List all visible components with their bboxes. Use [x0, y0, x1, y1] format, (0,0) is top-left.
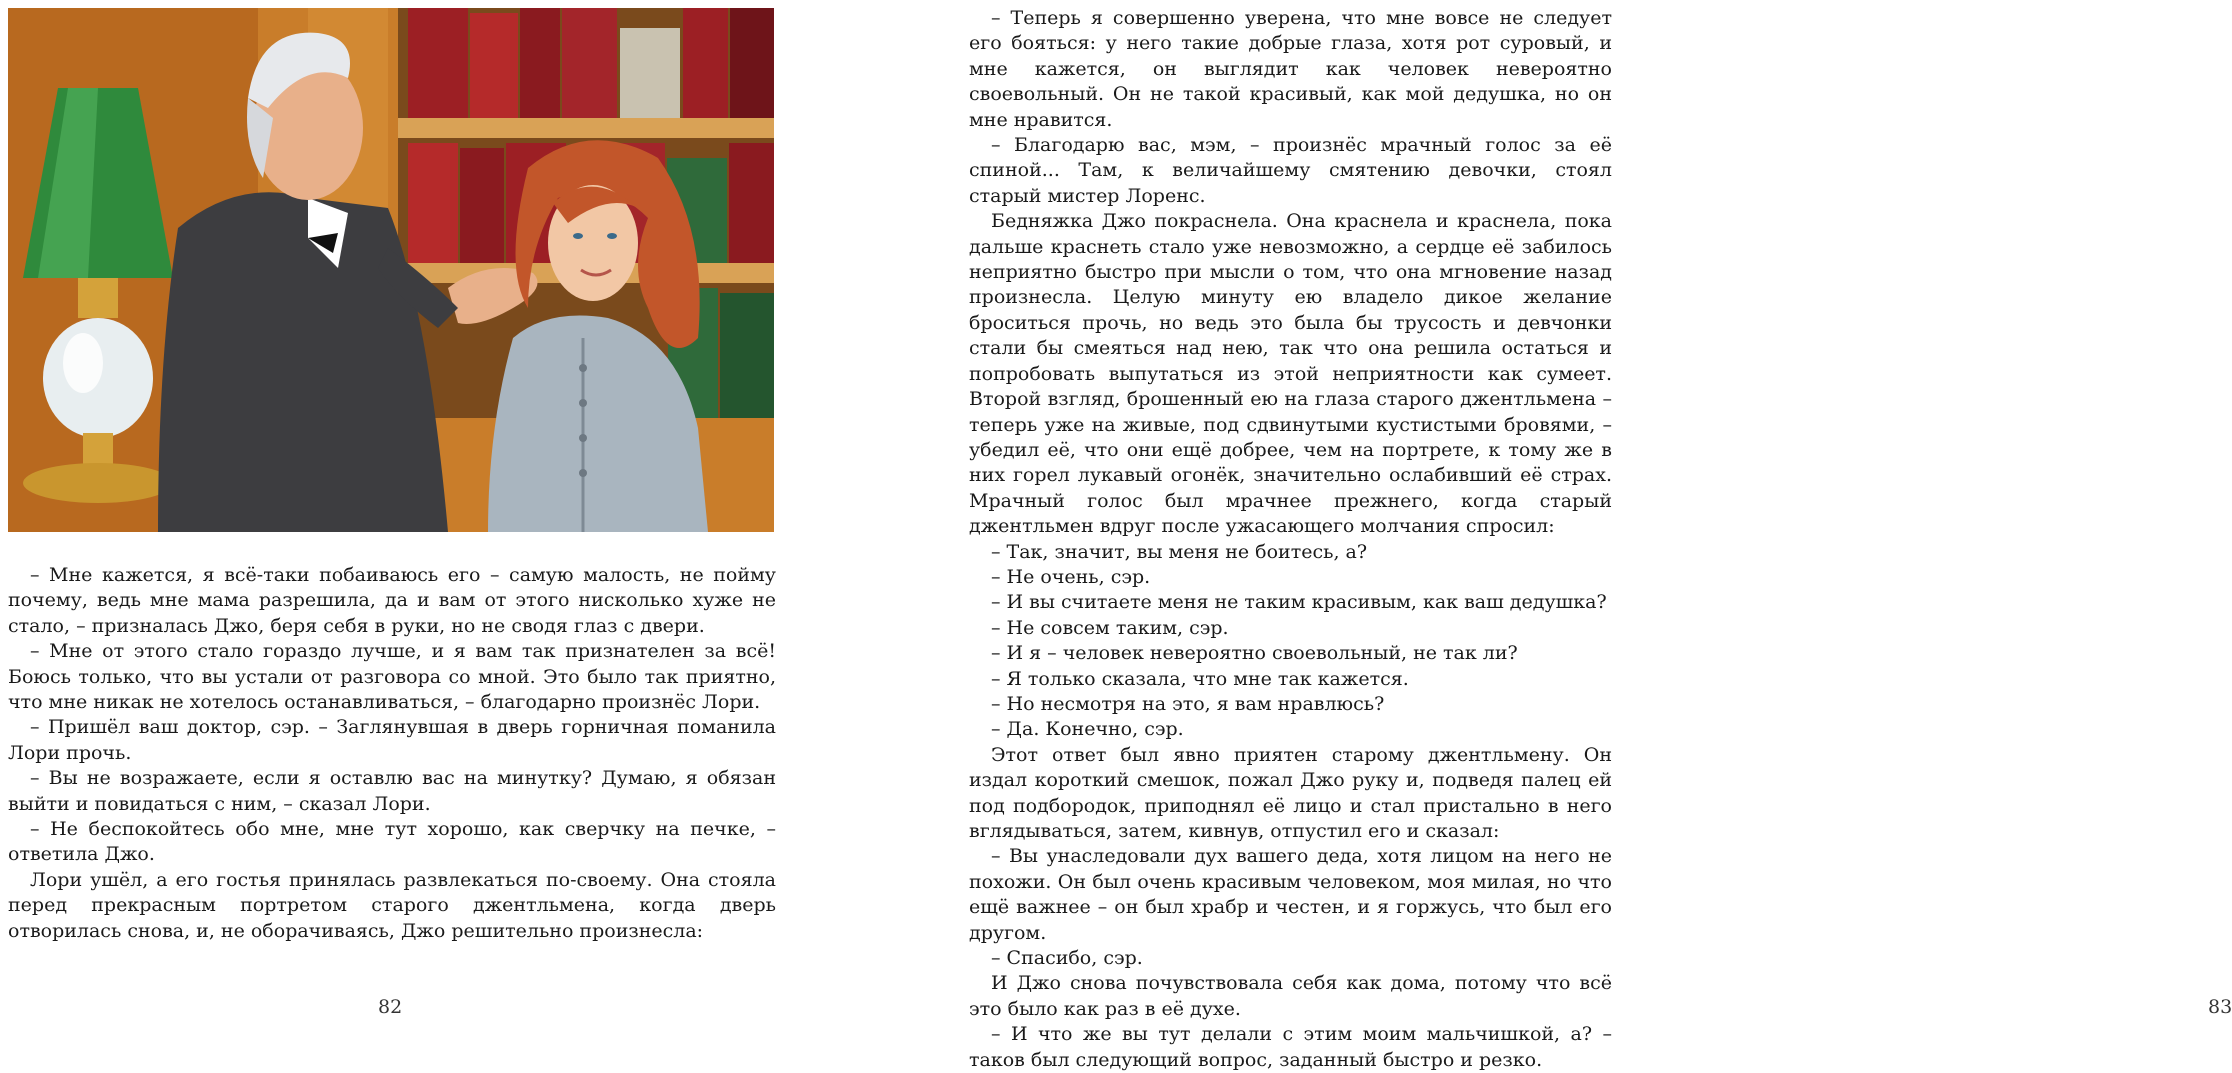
paragraph: – И что же вы тут делали с этим моим мальчишкой, а? – таков был следующий вопрос, заданный быстро и резко.	[969, 1023, 1612, 1071]
right-page	[872, 0, 2232, 1071]
paragraph: Лори ушёл, а его гостья принялась развлекаться по-своему. Она стояла перед прекрасным портретом старого джентльмена, когда дверь отворилась снова, и, не оборачиваясь, Джо решительно произнесла:	[8, 868, 776, 942]
paragraph: – Не совсем таким, сэр.	[991, 616, 1229, 639]
left-page-text	[8, 563, 776, 944]
paragraph: – Но несмотря на это, я вам нравлюсь?	[991, 692, 1385, 715]
paragraph: – Пришёл ваш доктор, сэр. – Заглянувшая в дверь горничная поманила Лори прочь.	[8, 716, 776, 764]
paragraph: – Мне кажется, я всё-таки побаиваюсь его – самую малость, не пойму почему, ведь мне мама разрешила, да и вам от этого нисколько хуже не стало, – призналась Джо, беря себя в руки, но не сводя глаз с двери.	[8, 564, 776, 637]
paragraph: – Так, значит, вы меня не боитесь, а?	[991, 540, 1368, 563]
paragraph: Этот ответ был явно приятен старому джентльмену. Он издал короткий смешок, пожал Джо руку и, подведя палец ей под подбородок, приподнял её лицо и стал пристально в него вглядываться, затем, кивнув, отпустил его и сказал:	[969, 743, 1612, 842]
illustration-old-gentleman-and-jo	[8, 8, 774, 532]
paragraph: – Теперь я совершенно уверена, что мне вовсе не следует его бояться: у него такие добрые глаза, хотя рот суровый, и мне кажется, он выглядит как человек невероятно своевольный. Он не такой красивый, как мой дедушка, но он мне нравится.	[969, 7, 1612, 131]
paragraph: – И я – человек невероятно своевольный, не так ли?	[991, 642, 1518, 665]
paragraph: – Вы не возражаете, если я оставлю вас на минутку? Думаю, я обязан выйти и повидаться с ним, – сказал Лори.	[8, 767, 776, 815]
paragraph: – Спасибо, сэр.	[991, 947, 1143, 970]
left-page	[0, 0, 872, 1025]
paragraph: – Не беспокойтесь обо мне, мне тут хорошо, как сверчку на печке, – ответила Джо.	[8, 818, 776, 866]
paragraph: – Вы унаследовали дух вашего деда, хотя лицом на него не похожи. Он был очень красивым человеком, моя милая, но что ещё важнее – он был храбр и честен, и я горжусь, что был его другом.	[969, 845, 1612, 944]
paragraph: – Я только сказала, что мне так кажется.	[991, 667, 1409, 690]
paragraph: – Мне от этого стало гораздо лучше, и я вам так признателен за всё! Боюсь только, что вы устали от разговора со мной. Это было так приятно, что мне никак не хотелось останавливаться, – благодарно произнёс Лори.	[8, 640, 776, 714]
paragraph: – Благодарю вас, мэм, – произнёс мрачный голос за её спиной... Там, к величайшему смятению девочки, стоял старый мистер Лоренс.	[969, 134, 1612, 207]
paragraph: – Да. Конечно, сэр.	[991, 718, 1184, 741]
paragraph: Бедняжка Джо покраснела. Она краснела и краснела, пока дальше краснеть стало уже невозможно, а сердце её забилось неприятно быстро при мысли о том, что она мгновение назад произнесла. Целую минуту ею владело дикое желание броситься прочь, но ведь это была бы трусость и девчонки стали бы смеяться над нею, так что она решила остаться и попробовать выпутаться из этой неприятности как сумеет. Второй взгляд, брошенный ею на глаза старого джентльмена – теперь уже на живые, под сдвинутыми кустистыми бровями, – убедил её, что они ещё добрее, чем на портрете, к тому же в них горел лукавый огонёк, значительно ослабивший её страх. Мрачный голос был мрачнее прежнего, когда старый джентльмен вдруг после ужасающего молчания спросил:	[969, 210, 1612, 538]
paragraph: – И вы считаете меня не таким красивым, как ваш дедушка?	[991, 591, 1607, 614]
right-page-text	[969, 6, 1612, 1073]
paragraph: И Джо снова почувствовала себя как дома, потому что всё это было как раз в её духе.	[969, 972, 1612, 1020]
page-number-left: 82	[378, 996, 403, 1018]
book-illustration	[8, 8, 774, 532]
page-number-right: 83	[2208, 996, 2232, 1018]
paragraph: – Не очень, сэр.	[991, 565, 1151, 588]
